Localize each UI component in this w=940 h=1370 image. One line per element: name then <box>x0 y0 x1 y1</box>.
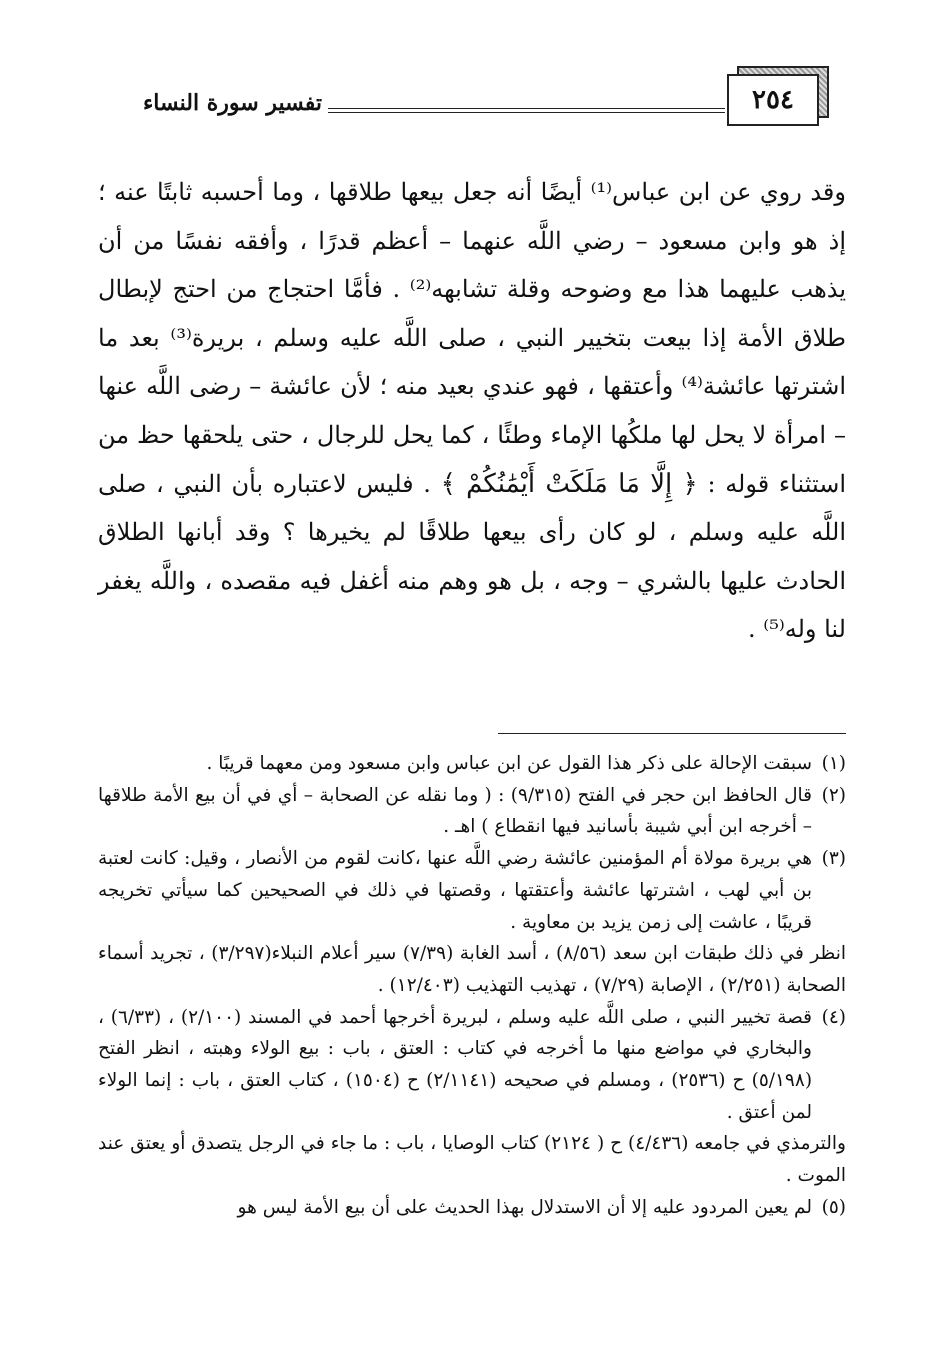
footnote-number: (٥) <box>821 1196 846 1218</box>
header-rule <box>328 108 725 113</box>
footnote-5 <box>98 1192 846 1224</box>
footnote-text: سبقت الإحالة على ذكر هذا القول عن ابن عباس وابن مسعود ومن معهما قريبًا . <box>206 753 812 774</box>
page-number: ٢٥٤ <box>727 74 819 126</box>
main-text-part1: وقد روي عن ابن عباس⁽¹⁾ أيضًا أنه جعل بيعها طلاقها ، وما أحسبه ثابتًا عنه ؛ إذ هو وابن مسعود – رضي اللَّه عنهما – أعظم قدرًا ، وأفقه نفسًا من أن يذهب عليهما هذا مع وضوحه وقلة تشابهه⁽²⁾ . فأمَّا احتجاج من احتج لإبطال طلاق الأمة إذا بيعت بتخيير النبي ، صلى اللَّه عليه وسلم ، بريرة⁽³⁾ بعد ما اشترتها عائشة⁽⁴⁾ وأعتقها ، فهو عندي بعيد منه ؛ لأن عائشة – رضى اللَّه عنها – امرأة لا يحل لها ملكُها الإماء وطئًا ، كما يحل للرجال ، حتى يلحقها حظ من استثناء قوله : <box>98 178 847 498</box>
footnote-text: لم يعين المردود عليه إلا أن الاستدلال بهذا الحديث على أن بيع الأمة ليس هو <box>237 1196 812 1218</box>
footnote-number: (٤) <box>821 1006 846 1028</box>
footnote-2 <box>98 780 846 843</box>
footnote-number: (٢) <box>821 784 846 806</box>
footnote-text: قصة تخيير النبي ، صلى اللَّه عليه وسلم ، لبريرة أخرجها أحمد في المسند (٢/١٠٠) ، (٦/٣٣) ، والبخاري في مواضع منها ما أخرجه في كتاب : العتق ، باب : بيع الولاء وهبته ، انظر الفتح (٥/١٩٨) ح (٢٥٣٦) ، ومسلم في صحيحه (٢/١١٤١) ح (١٥٠٤) ، كتاب العتق ، باب : إنما الولاء لمن أعتق . <box>98 1006 813 1123</box>
footnote-text: قال الحافظ ابن حجر في الفتح (٩/٣١٥) : ( وما نقله عن الصحابة – أي في أن بيع الأمة طلاقها – أخرجه ابن أبي شيبة بأسانيد فيها انقطاع ) اهـ . <box>98 784 812 838</box>
running-title: تفسير سورة النساء <box>142 90 322 116</box>
quran-verse: ﴿ إِلَّا مَا مَلَكَتْ أَيْمَٰنُكُمْ ﴾ <box>440 468 698 499</box>
page-header <box>0 66 940 166</box>
footnote-divider <box>498 733 846 734</box>
footnote-3-continuation: انظر في ذلك طبقات ابن سعد (٨/٥٦) ، أسد الغابة (٧/٣٩) سير أعلام النبلاء(٣/٢٩٧) ، تجريد أسماء الصحابة (٢/٢٥١) ، الإصابة (٧/٢٩) ، تهذيب التهذيب (١٢/٤٠٣) . <box>98 943 847 996</box>
footnote-4 <box>98 1002 846 1129</box>
footnote-1 <box>98 748 846 780</box>
footnote-text: هي بريرة مولاة أم المؤمنين عائشة رضي اللَّه عنها ،كانت لقوم من الأنصار ، وقيل: كانت لعتبة بن أبي لهب ، اشترتها عائشة وأعتقتها ، وقصتها في ذلك في الصحيحين كما سيأتي تخريجه قريبًا ، عاشت إلى زمن يزيد بن معاوية . <box>98 848 812 933</box>
main-text-part2: . فليس لاعتباره بأن النبي ، صلى اللَّه عليه وسلم ، لو كان رأى بيعها طلاقًا لم يخيرها ؟ وقد أبانها الطلاق الحادث عليها بالشري – وجه ، بل هو وهم منه أغفل فيه مقصده ، واللَّه يغفر لنا وله⁽⁵⁾ . <box>98 469 847 644</box>
main-text <box>98 168 846 654</box>
main-paragraph <box>98 168 846 654</box>
footnotes <box>98 748 846 1224</box>
footnote-number: (٣) <box>821 848 846 870</box>
footnote-number: (١) <box>821 753 846 774</box>
footnote-4-continuation: والترمذي في جامعه (٤/٤٣٦) ح ( ٢١٢٤) كتاب الوصايا ، باب : ما جاء في الرجل يتصدق أو يعتق عند الموت . <box>98 1133 846 1187</box>
footnote-3 <box>98 843 846 938</box>
